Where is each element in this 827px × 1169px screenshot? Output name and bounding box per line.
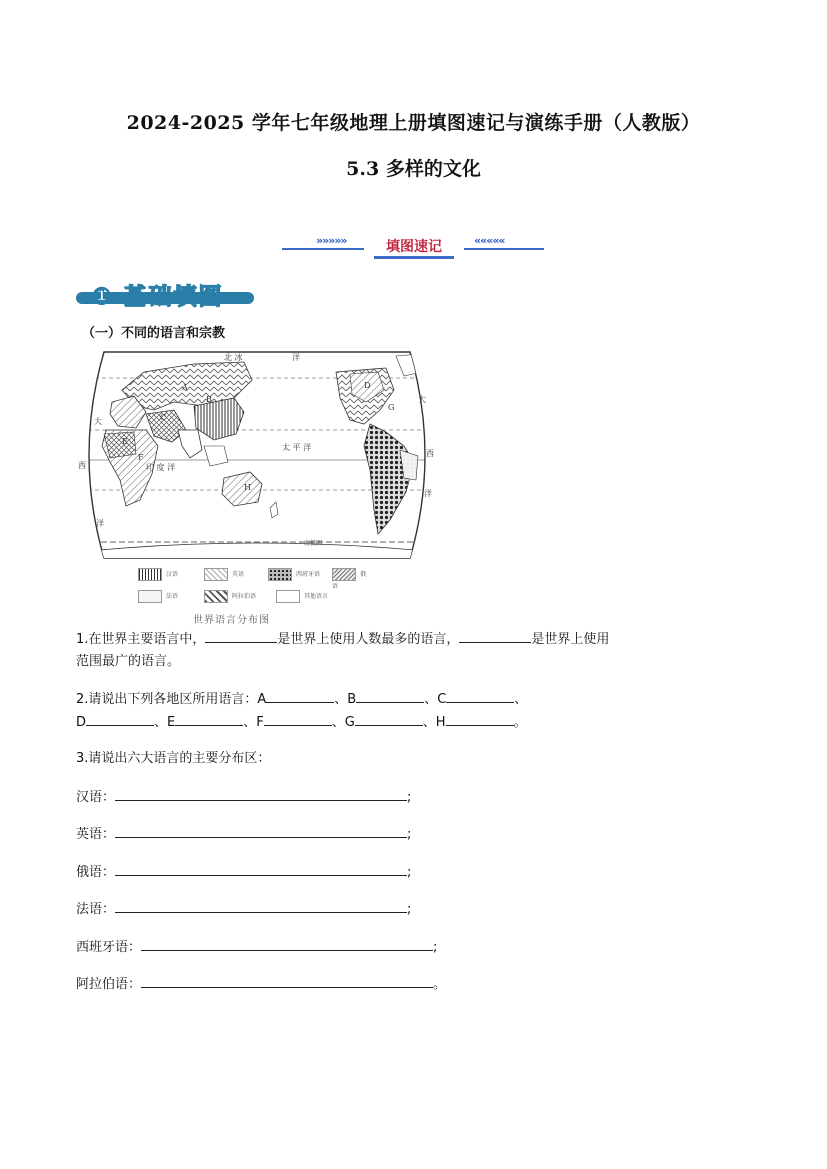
legend-swatch <box>138 568 162 581</box>
q1-text: 1.在世界主要语言中， <box>76 632 206 647</box>
q2-blank-c[interactable] <box>446 688 514 703</box>
q3-row-french <box>76 898 411 917</box>
q1-text: 是世界上使用人数最多的语言， <box>277 632 460 647</box>
question-1 <box>76 628 676 673</box>
q2-text: 。 <box>513 715 527 730</box>
q2-blank-d[interactable] <box>86 711 154 726</box>
q3-blank-chinese[interactable] <box>115 786 407 801</box>
map-letter-f: F <box>138 453 144 462</box>
map-letter-h: H <box>244 483 251 492</box>
document-title: 2024-2025 学年七年级地理上册填图速记与演练手册（人教版） <box>126 112 701 134</box>
world-language-map <box>74 350 440 560</box>
q3-row-label: 法语： <box>76 902 116 917</box>
legend-swatch <box>332 568 356 581</box>
banner-line-right <box>464 248 544 250</box>
q3-row-label: 汉语： <box>76 790 116 805</box>
q2-blank-b[interactable] <box>356 688 424 703</box>
q2-blank-g[interactable] <box>355 711 423 726</box>
map-label-pacific: 太 平 洋 <box>282 443 312 452</box>
q3-row-label: 俄语： <box>76 865 116 880</box>
map-label-west-left: 西 <box>78 461 86 470</box>
q3-row-label: 西班牙语： <box>76 940 142 955</box>
q3-row-label: 阿拉伯语： <box>76 977 142 992</box>
map-letter-g: G <box>388 403 395 412</box>
lesson-title: 5.3 多样的文化 <box>346 158 481 180</box>
legend-item: 西班牙语 <box>268 568 320 580</box>
q2-blank-f[interactable] <box>264 711 332 726</box>
map-label-atlantic-right: 大 <box>418 395 426 404</box>
q3-blank-spanish[interactable] <box>141 936 433 951</box>
q2-text: 、C <box>424 692 447 707</box>
q3-row-label: 英语： <box>76 827 116 842</box>
q2-text: D <box>76 715 87 730</box>
map-letter-b: B <box>206 395 212 404</box>
q3-row-end: ; <box>407 902 412 917</box>
question-2 <box>76 688 696 734</box>
legend-swatch <box>276 590 300 603</box>
q2-text: 、H <box>422 715 446 730</box>
q3-row-chinese <box>76 786 411 805</box>
banner-underline <box>374 256 454 259</box>
section-heading-text: ① 基础填图 <box>92 284 224 310</box>
q3-blank-french[interactable] <box>115 898 407 913</box>
map-label-ocean-right: 洋 <box>424 489 432 498</box>
q3-row-russian <box>76 861 411 880</box>
q1-blank-1[interactable] <box>205 628 277 643</box>
banner-line-left <box>282 248 364 250</box>
q2-blank-a[interactable] <box>266 688 334 703</box>
map-label-arctic: 北 冰 <box>224 353 243 362</box>
arrows-right-icon: »»»»» <box>316 234 347 247</box>
legend-item: 阿拉伯语 <box>204 590 256 602</box>
map-letter-c: C <box>160 413 167 422</box>
map-letter-a: A <box>182 383 188 392</box>
q3-row-end: 。 <box>433 977 447 992</box>
subheading: （一）不同的语言和宗教 <box>82 326 226 341</box>
map-letter-d: D <box>364 381 371 390</box>
q2-text: 、E <box>154 715 176 730</box>
legend-item: 俄语 <box>332 568 368 580</box>
map-label-indian-ocean: 印 度 洋 <box>146 463 176 472</box>
map-label-atlantic-left: 大 <box>94 417 102 426</box>
q2-text: 、F <box>243 715 264 730</box>
q3-row-spanish <box>76 936 437 955</box>
q2-text: 、G <box>331 715 355 730</box>
q2-blank-h[interactable] <box>446 711 514 726</box>
q3-row-english <box>76 823 411 842</box>
map-letter-e: E <box>122 437 128 446</box>
q1-text: 是世界上使用 <box>531 632 610 647</box>
q2-text: 、 <box>514 692 528 707</box>
q3-blank-russian[interactable] <box>115 861 407 876</box>
q3-row-end: ; <box>407 827 412 842</box>
legend-item: 法语 <box>138 590 178 602</box>
map-label-ocean-left: 洋 <box>96 519 104 528</box>
map-legend <box>138 568 368 608</box>
question-3: 3.请说出六大语言的主要分布区： <box>76 751 271 766</box>
map-label-arctic-ocean: 洋 <box>292 353 300 362</box>
legend-swatch <box>204 590 228 603</box>
q3-row-end: ; <box>433 940 438 955</box>
q2-blank-e[interactable] <box>175 711 243 726</box>
q3-blank-english[interactable] <box>115 823 407 838</box>
q3-row-arabic <box>76 973 446 992</box>
q1-text: 范围最广的语言。 <box>76 654 181 669</box>
q1-blank-2[interactable] <box>459 628 531 643</box>
map-label-west-right: 西 <box>426 449 434 458</box>
section-heading <box>76 280 256 308</box>
q2-text: 、B <box>334 692 357 707</box>
legend-swatch <box>204 568 228 581</box>
map-caption: 世界语言分布图 <box>193 615 270 626</box>
legend-item: 汉语 <box>138 568 178 580</box>
legend-item: 英语 <box>204 568 244 580</box>
legend-item: 其他语言 <box>276 590 328 602</box>
legend-swatch <box>138 590 162 603</box>
q3-blank-arabic[interactable] <box>141 973 433 988</box>
banner-label: 填图速记 <box>386 239 442 255</box>
arrows-left-icon: ««««« <box>474 234 505 247</box>
legend-swatch <box>268 568 292 581</box>
q2-text: 2.请说出下列各地区所用语言：A <box>76 692 267 707</box>
map-label-antarctic-circle: 南极圈 <box>304 540 323 547</box>
q3-row-end: ; <box>407 865 412 880</box>
q3-row-end: ; <box>407 790 412 805</box>
section-banner <box>282 232 544 262</box>
